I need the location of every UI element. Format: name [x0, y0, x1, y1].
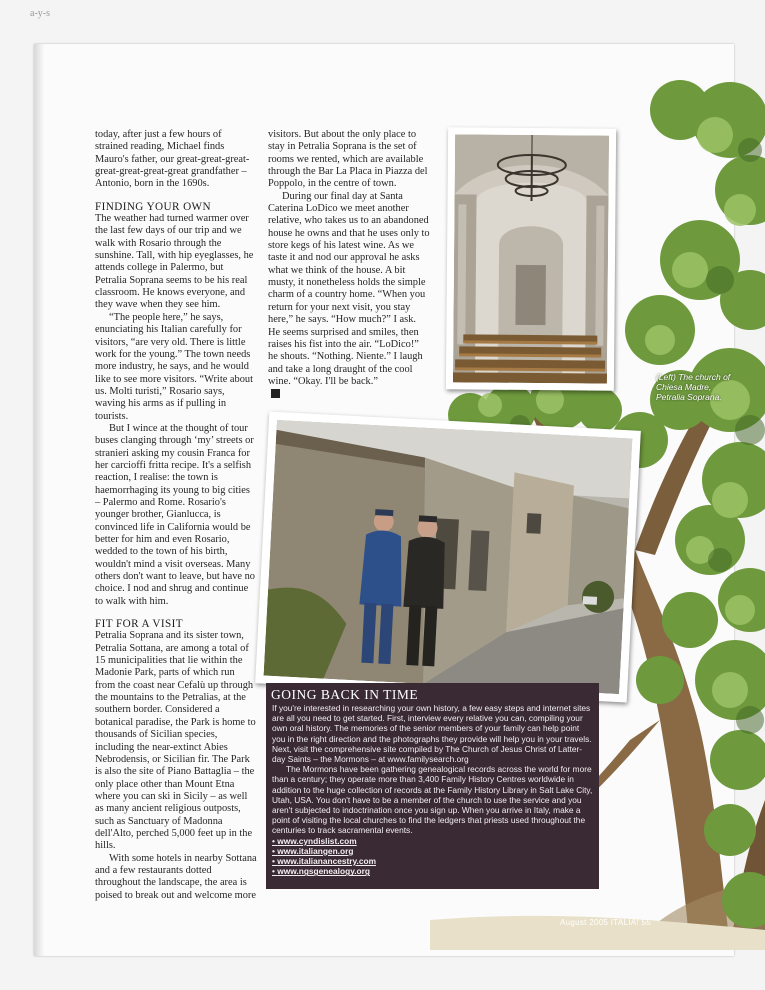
heading-finding-your-own: FINDING YOUR OWN [95, 200, 211, 213]
article-column-2 [268, 129, 430, 401]
corner-mark: a-y-s [30, 8, 50, 19]
link-list [272, 836, 594, 877]
paragraph: visitors. But about the only place to stay in Petralia Soprana is the set of rooms we rented, which are available through the Bar La Placa in Piazza del Poppolo, in the centre of town. [268, 129, 428, 190]
link-italianancestry[interactable]: • www.italianancestry.com [272, 856, 594, 866]
link-italiangen[interactable]: • www.italiangen.org [272, 846, 594, 856]
paragraph: “The people here,” he says, enunciating his Italian carefully for visitors, “are very old. There is little work for the young.” The town needs more industry, he says, and he would like to see more visitors. “Write about us. Molti turisti,” Rosario says, waving his arms as if pulling in tourists. [95, 311, 253, 422]
intro-paragraph: today, after just a few hours of strained reading, Michael finds Mauro's father, our great-great-great-great-great-great-great grandfather – Antonio, born in the 1690s. [95, 129, 250, 190]
paragraph: Petralia Soprana and its sister town, Petralia Sottana, are among a total of 15 municipalities that lie within the Madonie Park, parts of which run from the coast near Cefalù up through the mountains to the Petralias, at the southern border. Considered a botanical paradise, the Park is home to thousands of Sicilian species, including the near-extinct Abies Nebrodensis, or Sicilian fir. The Park is also the site of Piano Battaglia – the only place other than Mount Etna where you can ski in Sicily – as well as many ancient religious outposts, such as Sanctuary of Madonna dell'Alto, perched 5,000 feet up in the hills. [95, 630, 256, 852]
heading-fit-for-a-visit: FIT FOR A VISIT [95, 618, 183, 631]
photo-caption: (Left) The church of Chiesa Madre, Petralia Soprana. [656, 372, 731, 402]
end-mark [271, 389, 280, 398]
page-folio: August 2005 ITALIA! 55 [560, 918, 651, 927]
church-interior-image [453, 134, 609, 383]
box-title: GOING BACK IN TIME [271, 687, 419, 702]
paragraph: The weather had turned warmer over the last few days of our trip and we walk with Rosario through the sunshine. Tall, with hip eyeglasses, he attends college in Palermo, but Petralia Soprana seems to be his real classroom. He knows everyone, and they wave when they see him. [95, 213, 254, 311]
paragraph: During our final day at Santa Caterina LoDico we meet another relative, who takes us to an abandoned house he owns and that he uses only to store kegs of his latest wine. As we taste it and nod our approval he asks what we think of the house. A bit musty, it nonetheless holds the simple charm of a country home. “When you return for your next visit, you stay here,” he says. “How much?” I ask. He seems surprised and smiles, then raises his fist into the air. “LoDico!” he shouts. “Nothing. Niente.” I laugh and take a long draught of the cool wine. “Okay. I'll be back.” [268, 190, 430, 387]
street-scene-image [264, 420, 633, 694]
church-photo [446, 127, 616, 390]
link-cyndislist[interactable]: • www.cyndislist.com [272, 836, 594, 846]
paragraph: But I wince at the thought of tour buses clanging through ‘my’ streets or stranieri asking my cousin Franca for her carcioffi fritta recipe. It's a selfish reaction, I realise: the town is haemorrhaging its young to big cities – Palermo and Rome. Rosario's younger brother, Gianlucca, is convinced life in California would be better for him and even Rosario, wedded to the town of his birth, wouldn't mind a visit overseas. Many others don't want to leave, but have no choice. I nod and shrug and continue to walk with him. [95, 422, 255, 607]
binder-edge [34, 44, 44, 956]
paragraph: With some hotels in nearby Sottana and a few restaurants dotted throughout the landscape, the area is poised to break out and welcome more [95, 852, 257, 901]
street-photo [255, 411, 641, 702]
box-paragraph: The Mormons have been gathering genealogical records across the world for more than a century; they operate more than 3,400 Family History Centres worldwide in addition to the huge collection of records at the Family History Library in Salt Lake City, Utah, USA. You don't have to be a member of the church to use the service and you aren't subjected to indoctrination once you sign up. When you arrive in Italy, make a point of visiting the local churches to find the ledgers that priests used throughout the centuries to track sacramental events. [272, 764, 593, 836]
article-column-1 [95, 129, 257, 902]
going-back-in-time-box [266, 683, 599, 889]
box-paragraph: If you're interested in researching your own history, a few easy steps and internet sites are all you need to get started. First, interview every relative you can, compiling your own oral history. The memories of the senior members of your family can help point you in the right direction and the photographs they provide will help you in your travels. Next, visit the comprehensive site compiled by The Church of Jesus Christ of Latter-day Saints – the Mormons – at www.familysearch.org [272, 703, 592, 765]
link-ngsgenealogy[interactable]: • www.ngsgenealogy.org [272, 866, 594, 876]
